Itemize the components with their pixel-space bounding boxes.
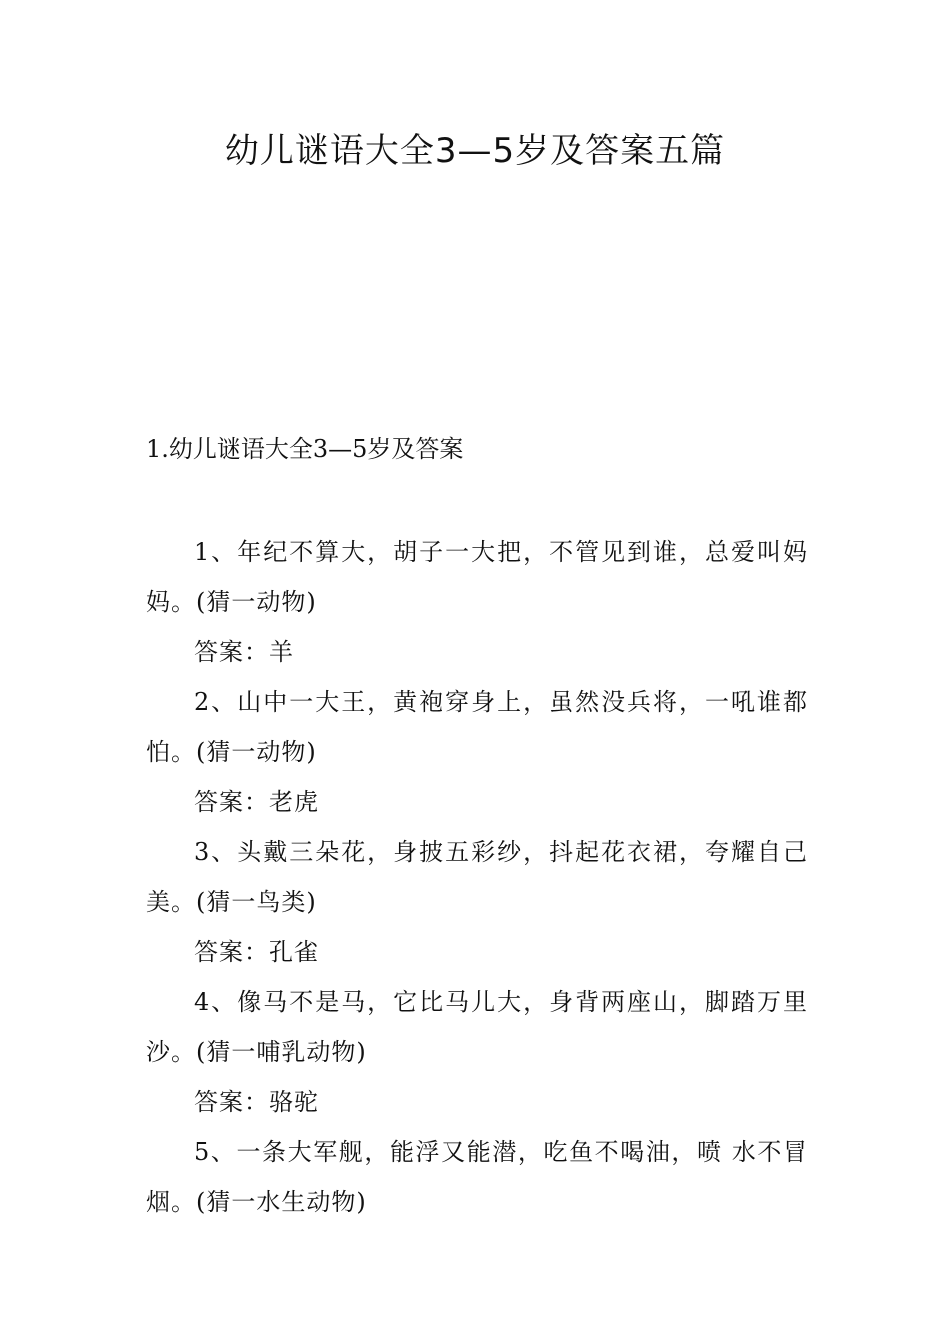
riddle-answer-3: 答案：孔雀 [194,938,319,966]
riddle-answer-4: 答案：骆驼 [194,1088,319,1116]
section-heading: 1.幼儿谜语大全3—5岁及答案 [146,435,464,463]
riddle-answer-2: 答案：老虎 [194,788,319,816]
riddle-question-3: 3、头戴三朵花，身披五彩纱，抖起花衣裙，夸耀自己美。(猜一鸟类) [146,838,808,916]
riddle-list [146,527,808,1227]
riddle-answer-1: 答案：羊 [194,638,294,666]
riddle-question-5: 5、一条大军舰，能浮又能潜，吃鱼不喝油，喷 水不冒烟。(猜一水生动物) [146,1138,808,1216]
riddle-question-1: 1、年纪不算大，胡子一大把，不管见到谁，总爱叫妈妈。(猜一动物) [146,538,808,616]
document-title: 幼儿谜语大全3—5岁及答案五篇 [224,131,726,171]
riddle-question-2: 2、山中一大王，黄袍穿身上，虽然没兵将，一吼谁都怕。(猜一动物) [146,688,808,766]
riddle-question-4: 4、像马不是马，它比马儿大，身背两座山，脚踏万里沙。(猜一哺乳动物) [146,988,808,1066]
